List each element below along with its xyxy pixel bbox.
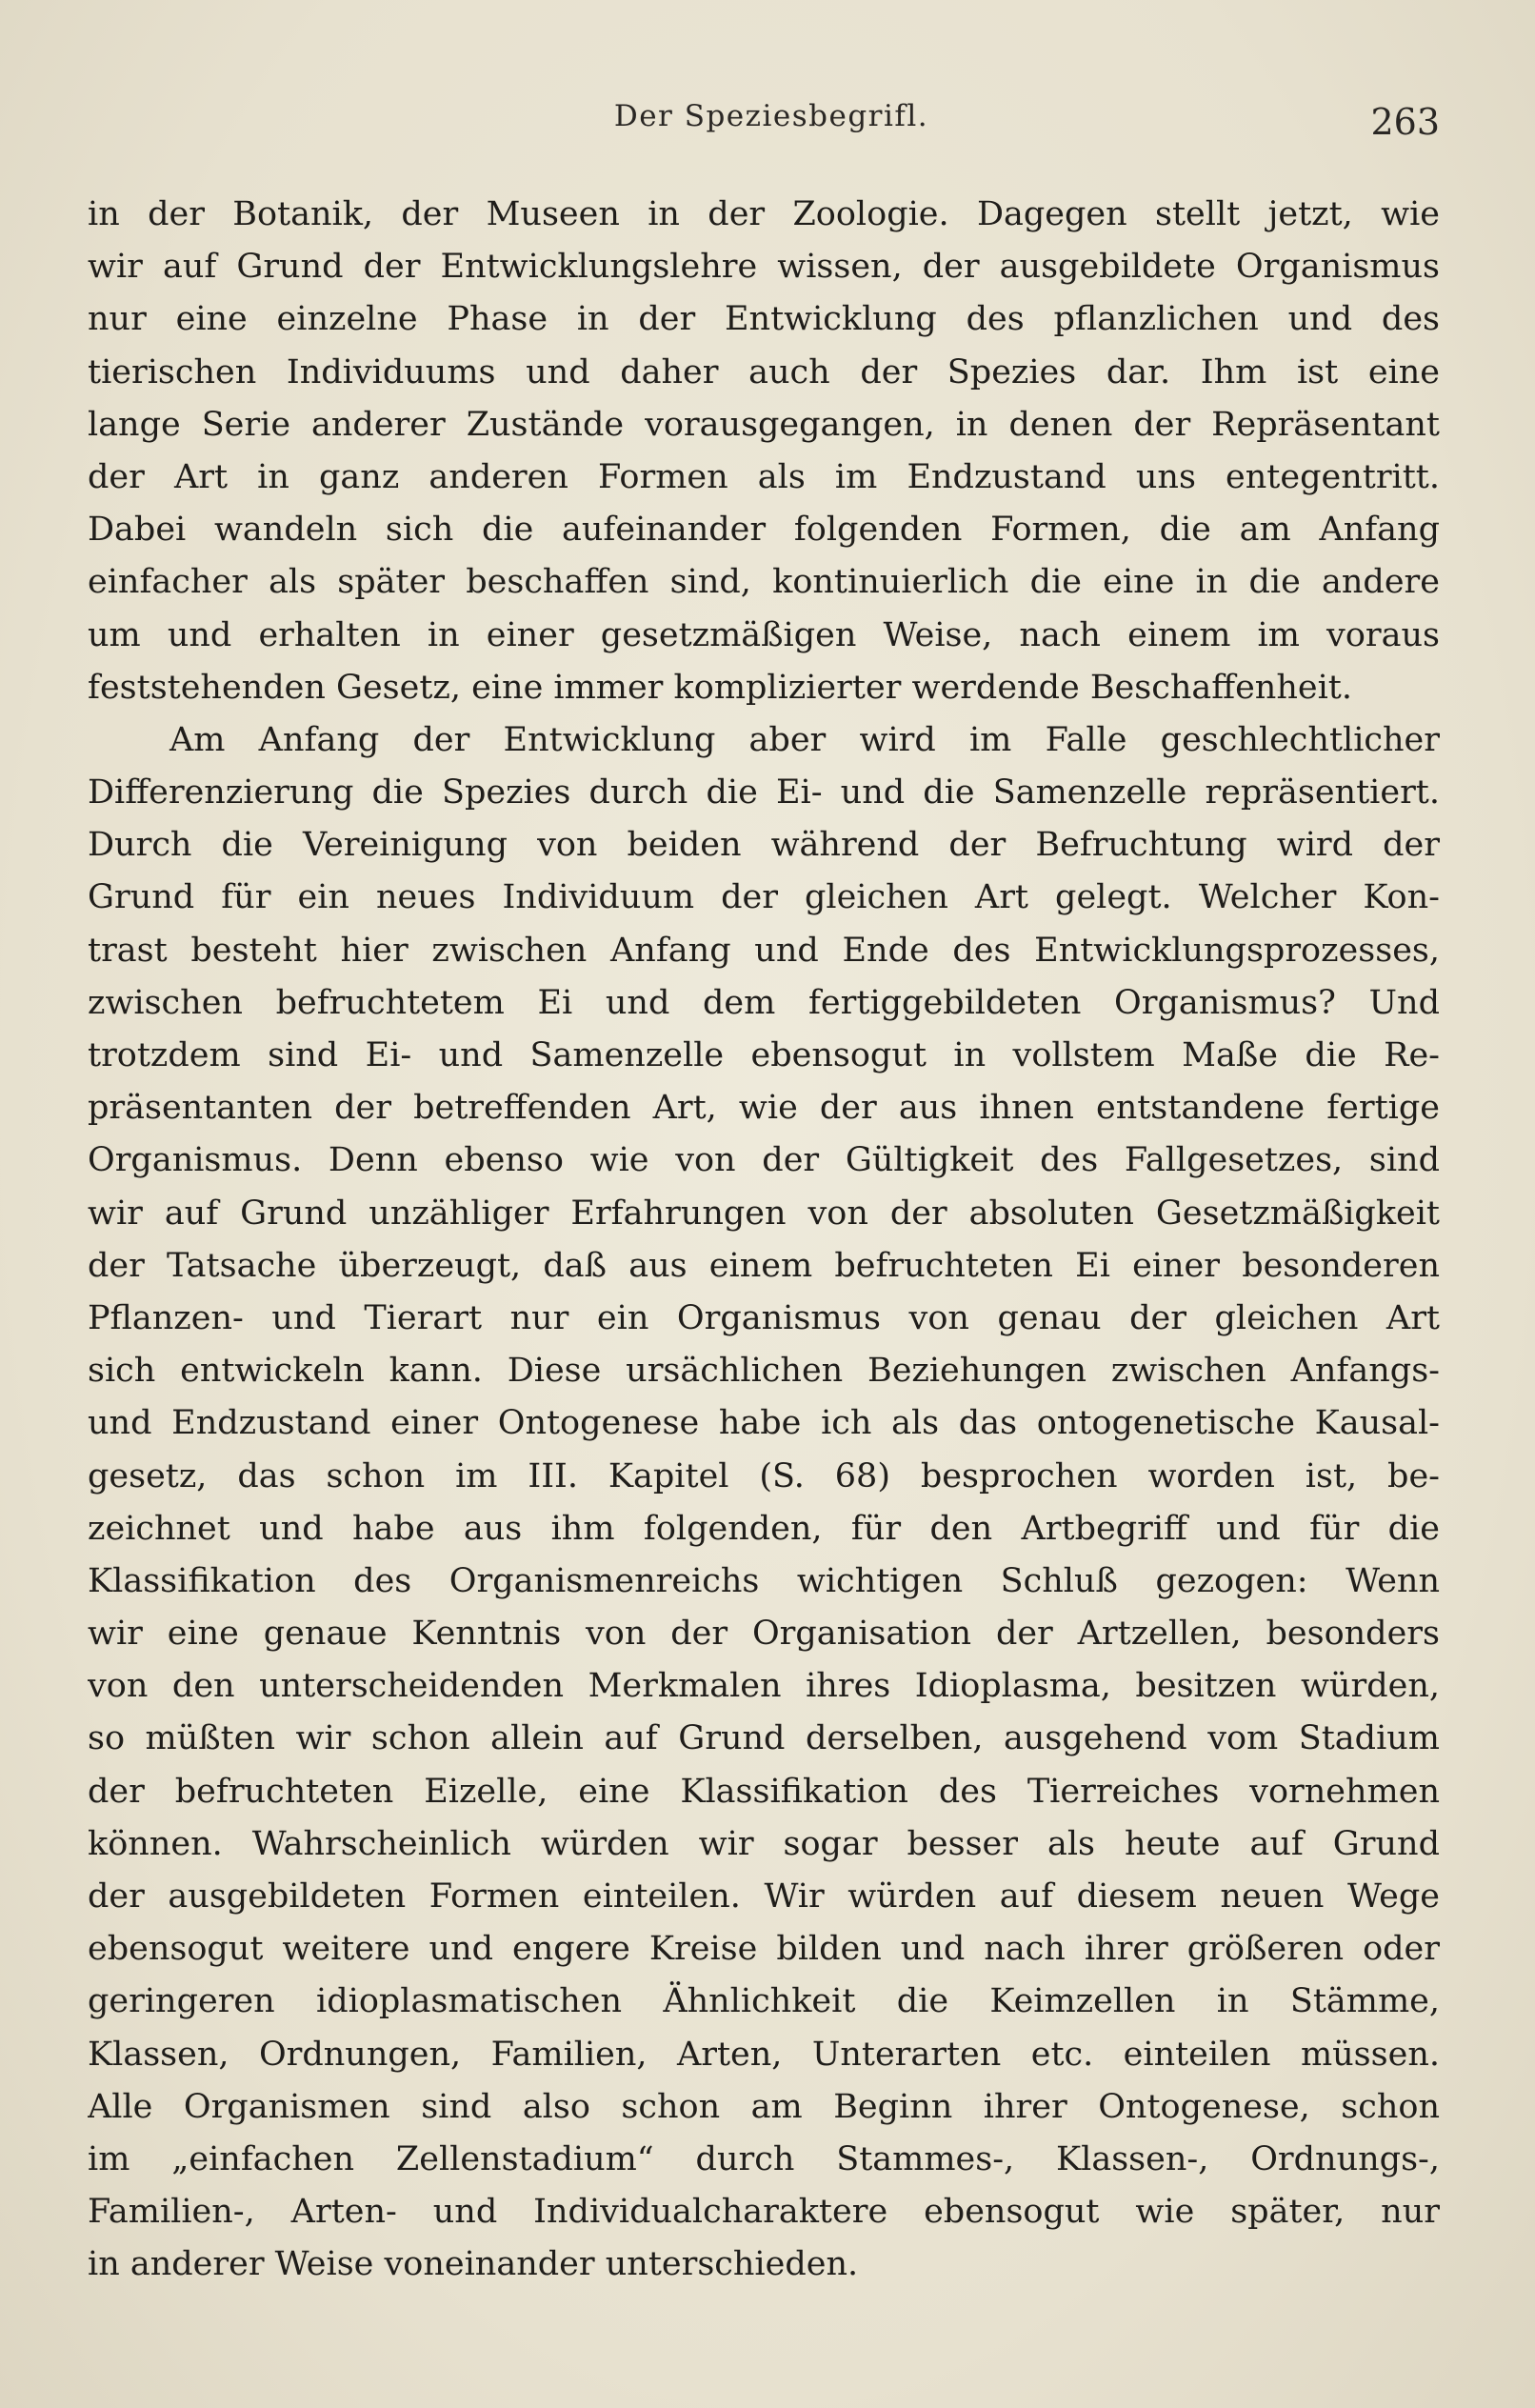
text-line: Grund für ein neues Individuum der gleichen Art gelegt. Welcher Kon- xyxy=(88,878,1440,917)
text-line: zwischen befruchtetem Ei und dem fertiggebildeten Organismus? Und xyxy=(88,983,1440,1022)
text-line: von den unterscheidenden Merkmalen ihres Idioplasma, besitzen würden, xyxy=(88,1667,1440,1706)
text-line: so müßten wir schon allein auf Grund derselben, ausgehend vom Stadium xyxy=(88,1719,1440,1758)
paragraph xyxy=(88,189,1440,714)
text-line: feststehenden Gesetz, eine immer komplizierter werdende Beschaffenheit. xyxy=(88,668,1352,707)
text-line: Differenzierung die Spezies durch die Ei- und die Samenzelle repräsentiert. xyxy=(88,773,1440,813)
text-line: geringeren idioplasmatischen Ähnlichkeit die Keimzellen in Stämme, xyxy=(88,1982,1440,2021)
text-line: lange Serie anderer Zustände vorausgegangen, in denen der Repräsentant xyxy=(88,405,1440,444)
text-line: in anderer Weise voneinander unterschieden. xyxy=(88,2245,859,2284)
text-line: Am Anfang der Entwicklung aber wird im Falle geschlechtlicher xyxy=(169,720,1440,759)
text-line: Dabei wandeln sich die aufeinander folgenden Formen, die am Anfang xyxy=(88,511,1440,550)
text-line: zeichnet und habe aus ihm folgenden, für den Artbegriff und für die xyxy=(88,1509,1440,1548)
text-line: Klassifikation des Organismenreichs wichtigen Schluß gezogen: Wenn xyxy=(88,1561,1440,1600)
text-line: präsentanten der betreffenden Art, wie der aus ihnen entstandene fertige xyxy=(88,1089,1440,1128)
text-line: Alle Organismen sind also schon am Beginn ihrer Ontogenese, schon xyxy=(88,2087,1440,2126)
text-line: im „einfachen Zellenstadium“ durch Stammes-, Klassen-, Ordnungs-, xyxy=(88,2139,1440,2178)
running-head: Der Speziesbegrifl. xyxy=(613,99,929,133)
text-line: einfacher als später beschaffen sind, kontinuierlich die eine in die andere xyxy=(88,563,1440,602)
text-line: der Tatsache überzeugt, daß aus einem befruchteten Ei einer besonderen xyxy=(88,1246,1440,1285)
page-number: 263 xyxy=(1370,101,1440,143)
text-line: Organismus. Denn ebenso wie von der Gültigkeit des Fallgesetzes, sind xyxy=(88,1141,1440,1180)
text-line: ebensogut weitere und engere Kreise bilden und nach ihrer größeren oder xyxy=(88,1930,1440,1969)
text-line: der ausgebildeten Formen einteilen. Wir würden auf diesem neuen Wege xyxy=(88,1877,1440,1916)
body-text xyxy=(88,189,1440,2292)
text-line: wir auf Grund unzähliger Erfahrungen von der absoluten Gesetzmäßigkeit xyxy=(88,1194,1440,1233)
page-header xyxy=(0,91,1535,149)
paragraph xyxy=(88,714,1440,2292)
text-line: Familien-, Arten- und Individualcharaktere ebensogut wie später, nur xyxy=(88,2193,1440,2232)
text-line: und Endzustand einer Ontogenese habe ich als das ontogenetische Kausal- xyxy=(88,1404,1440,1443)
text-line: nur eine einzelne Phase in der Entwicklung des pflanzlichen und des xyxy=(88,300,1440,339)
text-line: Klassen, Ordnungen, Familien, Arten, Unterarten etc. einteilen müssen. xyxy=(88,2035,1440,2074)
text-line: Durch die Vereinigung von beiden während der Befruchtung wird der xyxy=(88,826,1440,865)
text-line: tierischen Individuums und daher auch der Spezies dar. Ihm ist eine xyxy=(88,352,1440,391)
text-line: trast besteht hier zwischen Anfang und Ende des Entwicklungsprozesses, xyxy=(88,931,1440,970)
text-line: Pflanzen- und Tierart nur ein Organismus von genau der gleichen Art xyxy=(88,1298,1440,1337)
text-line: können. Wahrscheinlich würden wir sogar besser als heute auf Grund xyxy=(88,1824,1440,1863)
text-line: trotzdem sind Ei- und Samenzelle ebensogut in vollstem Maße die Re- xyxy=(88,1036,1440,1074)
text-line: sich entwickeln kann. Diese ursächlichen Beziehungen zwischen Anfangs- xyxy=(88,1352,1440,1391)
text-line: in der Botanik, der Museen in der Zoologie. Dagegen stellt jetzt, wie xyxy=(88,195,1440,233)
text-line: um und erhalten in einer gesetzmäßigen Weise, nach einem im voraus xyxy=(88,615,1440,654)
text-line: wir auf Grund der Entwicklungslehre wissen, der ausgebildete Organismus xyxy=(88,248,1440,287)
text-line: gesetz, das schon im III. Kapitel (S. 68) besprochen worden ist, be- xyxy=(88,1456,1440,1495)
text-line: der befruchteten Eizelle, eine Klassifikation des Tierreiches vornehmen xyxy=(88,1772,1440,1811)
text-line: wir eine genaue Kenntnis von der Organisation der Artzellen, besonders xyxy=(88,1615,1440,1654)
text-line: der Art in ganz anderen Formen als im Endzustand uns entegentritt. xyxy=(88,457,1440,496)
